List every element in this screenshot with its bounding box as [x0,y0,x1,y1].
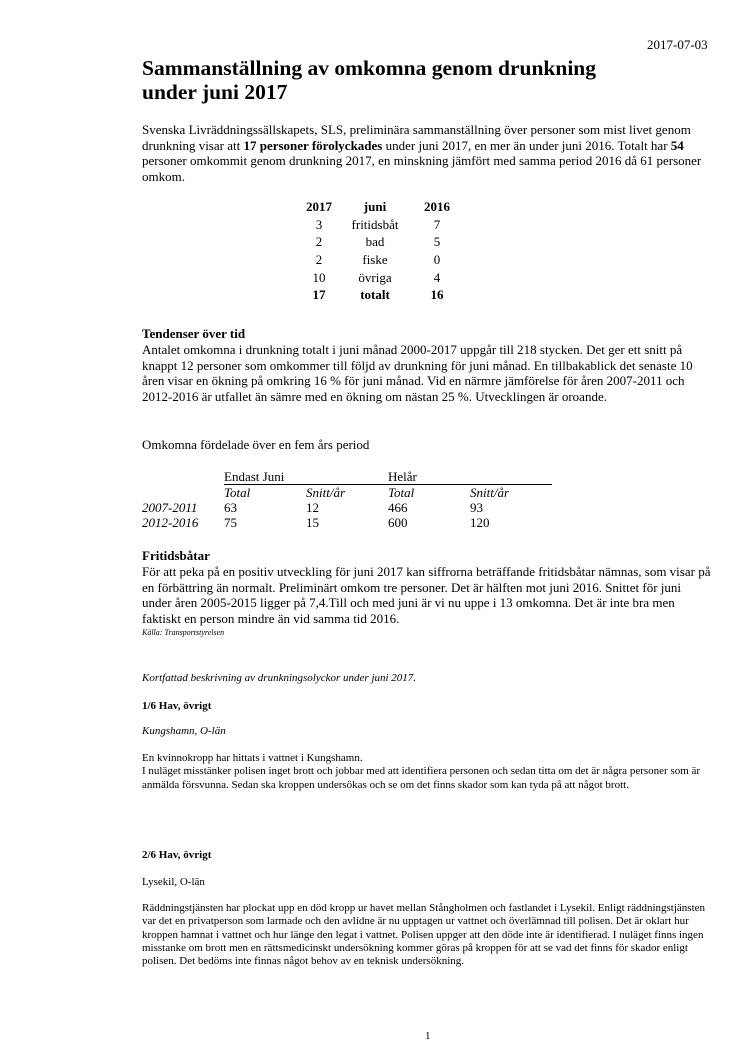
cell-value: 12 [306,500,319,515]
june-table-total-row [300,286,462,304]
title-line-1: Sammanställning av omkomna genom drunkning [142,56,596,80]
cell-2016: 0 [433,252,441,268]
sub-avg-june: Snitt/år [306,485,346,500]
table-row [142,515,552,530]
cell-category: övriga [358,269,392,285]
boats-heading: Fritidsbåtar [142,548,210,563]
table-row [300,216,462,234]
intro-paragraph [142,122,712,184]
page-number: 1 [425,1030,431,1042]
group-june-only: Endast Juni [224,469,306,485]
incident-2-text: Räddningstjänsten har plockat upp en död kropp ur havet mellan Stångholmen och fastlandet i Lysekil. Enligt räddningstjänsten var det en privatperson som larmade och den avlidne är nu upptagen ur vattnet och överlämnad till polisen. Det är oklart hur kroppen hamnat i vattnet och hur länge den legat i vattnet. Polisen uppger att den döde inte är identifierad. I nuläget finns ingen misstanke om brott men en rättsmedicinskt undersökning kommer göras på kroppen för att se vad det finns för skador enligt polisen. Det bedöms inte finnas något behov av en teknisk undersökning. [142,902,706,968]
header-juni: juni [363,199,387,215]
incident-1-place: Kungshamn, O-län [142,725,226,737]
incident-1-heading: 1/6 Hav, övrigt [142,700,212,712]
june-table-header [300,198,462,216]
table-row [300,233,462,251]
period-group-header [142,469,552,485]
cell-2016: 5 [433,234,441,250]
cell-category: bad [365,234,385,250]
total-label: totalt [360,287,390,303]
table-row [300,268,462,286]
row-label: 2012-2016 [142,515,199,530]
intro-text-2: under juni 2017, en mer än under juni 2016. Totalt har [382,137,671,153]
cell-value: 63 [224,500,237,515]
table-row [300,251,462,269]
header-2016: 2016 [424,199,450,215]
sub-total-june: Total [224,485,251,500]
title-line-2: under juni 2017 [142,80,288,104]
intro-bold-2: 54 [670,137,684,153]
row-label: 2007-2011 [142,500,198,515]
source-note: Källa: Transportstyrelsen [142,628,225,637]
cell-value: 15 [306,515,319,530]
intro-text-1: Svenska Livräddningssällskapets, SLS, preliminära sammanställning över personer som mist livet genom drunkning visar att [142,122,691,153]
boats-paragraph: För att peka på en positiv utveckling för juni 2017 kan siffrorna beträffande fritidsbåtar nämnas, som visar på en förbättring än normalt. Preliminärt omkom tre personer. Det är hälften mot juni 2016. Snittet för juni under åren 2005-2015 ligger på 7,4.Till och med juni är vi nu uppe i 13 omkomna. Det är inte bra men faktiskt en person mindre än vid samma tid 2016. [142,564,711,626]
cell-2016: 4 [433,269,441,285]
document-title [142,56,662,104]
total-2016: 16 [430,287,444,303]
cell-value: 466 [388,500,408,515]
total-2017: 17 [312,287,326,303]
summary-title: Kortfattad beskrivning av drunkningsolyckor under juni 2017. [142,672,417,684]
document-date: 2017-07-03 [647,37,708,52]
cell-value: 75 [224,515,237,530]
cell-2017: 3 [315,216,323,232]
incident-1-text-1: En kvinnokropp har hittats i vattnet i Kungshamn. [142,752,363,764]
june-comparison-table [300,198,462,304]
cell-category: fiske [362,252,388,268]
cell-2016: 7 [433,216,441,232]
sub-avg-year: Snitt/år [470,485,510,500]
group-full-year: Helår [388,469,470,485]
five-year-period-table [142,469,552,530]
table-row [142,500,552,515]
incident-1-text-2: I nuläget misstänker polisen inget brott och jobbar med att identifiera personen och sedan titta om det är några personer som är anmälda försvunna. Sedan ska kroppen undersökas och se om det finns skador som kan tyda på att något brott. [142,765,701,791]
cell-value: 120 [470,515,490,530]
cell-category: fritidsbåt [351,216,399,232]
trends-paragraph: Antalet omkomna i drunkning totalt i juni månad 2000-2017 uppgår till 218 stycken. Det ger ett snitt på knappt 12 personer som omkommer till följd av drunkning för juni månad. En tillbakablick det senaste 10 åren visar en ökning på omkring 16 % för juni månad. Vid en närmre jämförelse för åren 2007-2011 och 2012-2016 är utfallet än sämre med en ökning om nästan 25 %. Utvecklingen är oroande. [142,342,693,404]
cell-value: 600 [388,515,408,530]
cell-2017: 10 [312,269,326,285]
period-subheader [142,485,552,501]
intro-text-3: personer omkommit genom drunkning 2017, en minskning jämfört med samma period 2016 då 61 personer omkom. [142,153,702,184]
incident-2-heading: 2/6 Hav, övrigt [142,849,212,861]
incident-1-text [142,752,712,792]
sub-total-year: Total [388,485,415,500]
incident-2-place: Lysekil, O-län [142,876,205,888]
cell-2017: 2 [315,234,323,250]
trends-heading: Tendenser över tid [142,326,246,341]
header-2017: 2017 [306,199,332,215]
intro-bold-1: 17 personer förolyckades [243,137,383,153]
cell-2017: 2 [315,252,323,268]
period-caption: Omkomna fördelade över en fem års period [142,437,370,452]
cell-value: 93 [470,500,483,515]
